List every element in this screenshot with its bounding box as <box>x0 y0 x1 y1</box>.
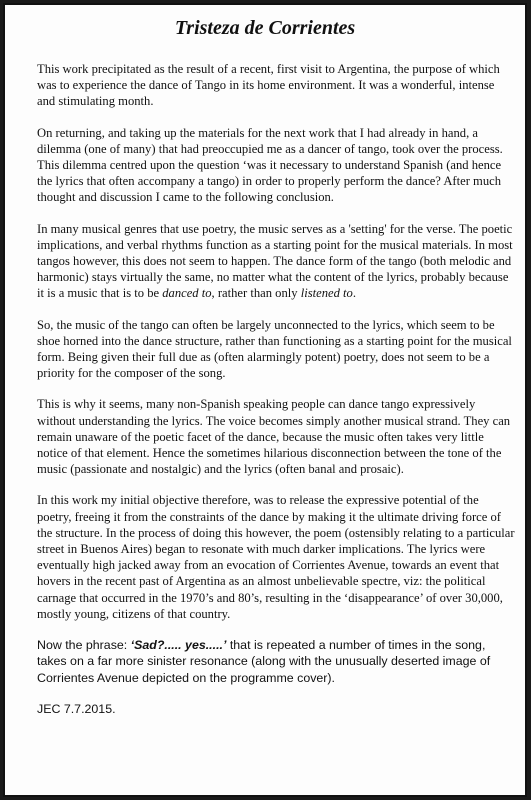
paragraph-7-quote: ‘Sad?..... yes.....’ <box>130 638 227 653</box>
paragraph-2: On returning, and taking up the materials for the next work that I had already in hand, a dilemma (one of many) that had preoccupied me as a dancer of tango, took over the process. This dilemma centred upon the question ‘was it necessary to understand Spanish (and hence the lyrics that often accompany a tango) in order to properly perform the dance? After much thought and discussion I came to the following conclusion. <box>37 125 503 205</box>
paragraph-3-text-c: . <box>352 286 357 301</box>
paragraph-7-text-b: that is repeated a number of times in the song, takes on a far more sinister resonance (along with the unusually deserted image of Corrientes Avenue depicted on the programme cover). <box>37 638 491 685</box>
paragraph-7 <box>37 637 515 686</box>
paragraph-3-text-a: In many musical genres that use poetry, the music serves as a 'setting' for the verse. The poetic implications, and verbal rhythms function as a starting point for the musical materials. In most tangos however, this does not seem to happen. The dance form of the tango (both melodic and harmonic) stays virtually the same, no matter what the content of the lyrics, probably because it is a music that is to be <box>37 221 513 301</box>
paragraph-5: This is why it seems, many non-Spanish speaking people can dance tango expressively without understanding the lyrics. The voice becomes simply another musical strand. They can remain unaware of the poetic facet of the dance, because the music often takes very little notice of that element. Hence the sometimes hilarious disconnection between the tone of the music (passionate and nostalgic) and the lyrics (often banal and prosaic). <box>37 397 511 477</box>
document-body <box>37 61 515 732</box>
paragraph-3 <box>37 221 515 302</box>
paragraph-6: In this work my initial objective therefore, was to release the expressive potential of the poetry, freeing it from the constraints of the dance by making it the ultimate driving force of the structure. In the process of doing this however, the poem (ostensibly relating to a particular street in Buenos Aires) began to resonate with much darker implications. The lyrics were eventually high jacked away from an evocation of Corrientes Avenue, towards an event that hovers in the recent past of Argentina as an almost unbelievable spectre, viz: the political carnage that occurred in the 1970’s and 80’s, resulting in the ‘disappearance’ of over 30,000, mostly young, citizens of that country. <box>37 493 515 621</box>
paragraph-1: This work precipitated as the result of a recent, first visit to Argentina, the purpose of which was to experience the dance of Tango in its home environment. It was a wonderful, intense and stimulating month. <box>37 62 500 109</box>
paragraph-3-emphasis-listened: listened to <box>300 286 353 301</box>
paragraph-3-text-b: , rather than only <box>211 286 301 301</box>
paragraph-3-emphasis-danced: danced to <box>162 286 212 301</box>
paragraph-7-text-a: Now the phrase: <box>37 638 131 653</box>
signature-date: JEC 7.7.2015. <box>37 701 116 716</box>
document-page <box>3 3 527 797</box>
paragraph-4: So, the music of the tango can often be largely unconnected to the lyrics, which seem to be shoe horned into the dance structure, rather than functioning as a starting point for the musical form. Being given their full due as (often alarmingly potent) poetry, does not seem to be a priority for the composer of the song. <box>37 317 512 381</box>
document-title: Tristeza de Corrientes <box>174 17 356 39</box>
